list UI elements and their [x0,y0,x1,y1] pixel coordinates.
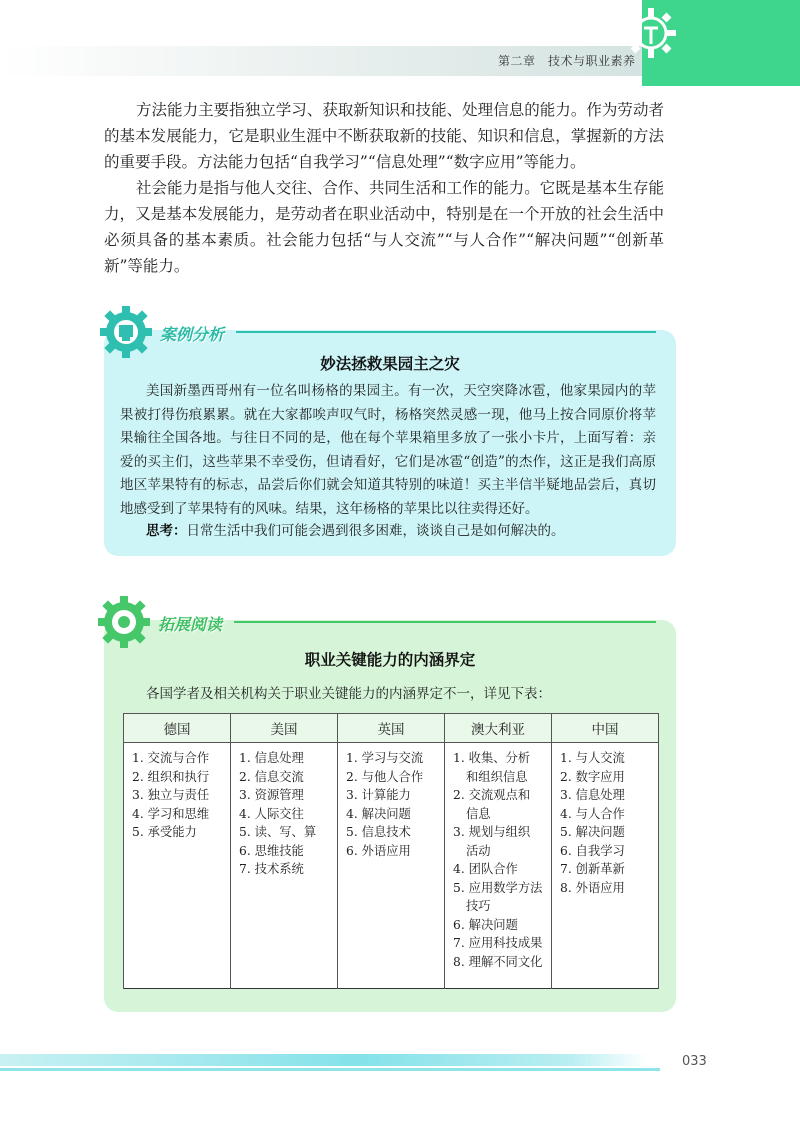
case-badge-label: 案例分析 [160,325,225,344]
think-text: 日常生活中我们可能会遇到很多困难，谈谈自己是如何解决的。 [186,523,565,539]
ext-intro: 各国学者及相关机构关于职业关键能力的内涵界定不一，详见下表： [146,686,551,702]
footer-rule [0,1068,660,1071]
paragraph-method-ability: 方法能力主要指独立学习、获取新知识和技能、处理信息的能力。作为劳动者的基本发展能力，它是职业生涯中不断获取新的技能、知识和信息，掌握新的方法的重要手段。方法能力包括“自我学习”“信息处理”“数字应用”等能力。 [104,101,664,171]
list-item: 技巧 [466,899,491,913]
list-item: 6. 解决问题 [453,917,518,932]
list-item: 5. 应用数学方法 [453,880,543,895]
list-item: 2. 与他人合作 [346,769,424,784]
list-item: 3. 资源管理 [239,788,304,802]
list-item: 7. 应用科技成果 [453,936,543,950]
list-item: 和组织信息 [466,769,528,784]
cell-uk [338,743,445,989]
think-prompt [146,519,565,539]
key-ability-table [123,713,659,989]
list-item: 活动 [466,843,491,858]
list-item: 6. 外语应用 [346,843,411,858]
cell-germany [124,743,231,989]
list-item: 5. 信息技术 [346,825,411,839]
table-header-row [124,714,659,743]
page-number: 033 [682,1054,707,1069]
ext-badge-label: 拓展阅读 [158,615,223,634]
list-item: 8. 理解不同文化 [453,954,543,969]
list-item: 3. 独立与责任 [132,788,210,802]
list-item: 1. 学习与交流 [346,751,424,765]
table-row [124,743,659,989]
list-item: 3. 规划与组织 [453,825,531,839]
list-item: 1. 交流与合作 [132,751,210,765]
list-item: 6. 思维技能 [239,843,304,858]
col-header-china: 中国 [552,714,659,743]
list-item: 4. 与人合作 [560,806,625,821]
list-item: 5. 承受能力 [132,825,197,839]
footer-band [0,1054,648,1066]
col-header-australia: 澳大利亚 [445,714,552,743]
case-badge-gear-icon [98,304,154,360]
list-item: 6. 自我学习 [560,843,625,858]
list-item: 4. 人际交往 [239,806,304,821]
list-item: 1. 收集、分析 [453,751,531,765]
case-text: 美国新墨西哥州有一位名叫杨格的果园主。有一次，天空突降冰雹，他家果园内的苹果被打得伤痕累累。就在大家都唉声叹气时，杨格突然灵感一现，他马上按合同原价将苹果输往全国各地。与往日不同的是，他在每个苹果箱里多放了一张小卡片，上面写着：亲爱的买主们，这些苹果不幸受伤，但请看好，它们是冰雹“创造”的杰作，这正是我们高原地区苹果特有的标志，品尝后你们就会知道其特别的味道！买主半信半疑地品尝后，真切地感受到了苹果特有的风味。结果，这年杨格的苹果比以往卖得还好。 [120,383,656,517]
list-item: 4. 解决问题 [346,806,411,821]
list-item: 4. 团队合作 [453,862,518,876]
col-header-usa: 美国 [231,714,338,743]
list-item: 信息 [466,806,491,821]
chapter-title: 第二章 技术与职业素养 [498,54,636,68]
cell-china [552,743,659,989]
list-item: 5. 读、写、算 [239,825,317,839]
col-header-germany: 德国 [124,714,231,743]
ext-badge-rule [234,621,656,623]
list-item: 5. 解决问题 [560,825,625,839]
list-item: 1. 与人交流 [560,751,625,765]
paragraph-social-ability: 社会能力是指与他人交往、合作、共同生活和工作的能力。它既是基本生存能力，又是基本发展能力，是劳动者在职业活动中，特别是在一个开放的社会生活中必须具备的基本素质。社会能力包括“与人交流”“与人合作”“解决问题”“创新革新”等能力。 [104,179,664,275]
col-header-uk: 英国 [338,714,445,743]
list-item: 7. 技术系统 [239,862,304,876]
cell-australia [445,743,552,989]
list-item: 2. 数字应用 [560,769,625,784]
list-item: 2. 组织和执行 [132,769,210,784]
list-item: 3. 计算能力 [346,788,411,802]
case-badge-rule [236,331,656,333]
cell-usa [231,743,338,989]
list-item: 2. 信息交流 [239,769,304,784]
list-item: 8. 外语应用 [560,880,625,895]
list-item: 2. 交流观点和 [453,788,531,802]
ext-badge-gear-icon [96,594,152,650]
think-label: 思考： [146,523,187,539]
ext-title: 职业关键能力的内涵界定 [304,651,476,669]
list-item: 3. 信息处理 [560,788,625,802]
list-item: 7. 创新革新 [560,862,625,876]
case-title: 妙法拯救果园主之灾 [320,355,460,373]
list-item: 1. 信息处理 [239,751,304,765]
list-item: 4. 学习和思维 [132,806,210,821]
